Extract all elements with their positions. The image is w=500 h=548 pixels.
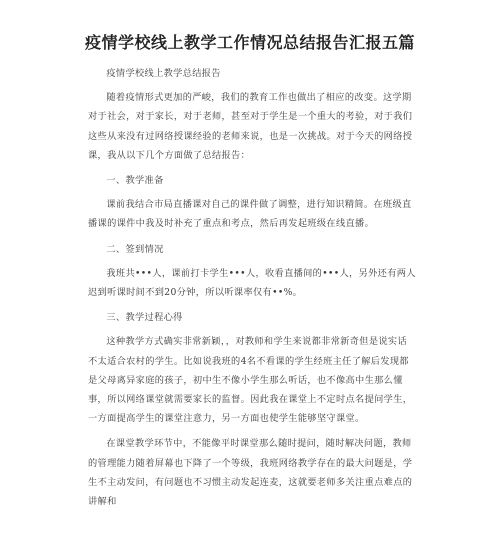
reflection-paragraph: 这种教学方式确实非常新颖，，对教师和学生来说都非常新奇但是说实话不太适合农村的学生。比如说我班的4名不看课的学生经班主任了解后发现都是父母离异家庭的孩子，初中生不像小学生那么听话，也不像高中生那么懂事，所以网络课堂就需要家长的监督。因此我在课堂上不定时点名提问学生，一方面提高学生的课堂注意力，另一方面也使学生能够坚守课堂。 [88, 336, 413, 425]
intro-paragraph: 随着疫情形式更加的严峻，我们的教育工作也做出了相应的改变。这学期对于社会，对于家长，对于老师，甚至对于学生是一个重大的考验，对于我们这些从来没有过网络授课经验的老师来说，也是一次挑战。对于今天的网络授课，我从以下几个方面做了总结报告： [88, 92, 413, 161]
section-heading-reflection: 三、教学过程心得 [106, 312, 183, 324]
preparation-paragraph: 课前我结合市局直播课对自己的课件做了调整，进行知识精简。在班级直播课的课件中我及时补充了重点和考点，然后再发起班级在线直播。 [88, 199, 412, 230]
report-subtitle: 疫情学校线上教学总结报告 [106, 68, 221, 79]
document-title: 疫情学校线上教学工作情况总结报告汇报五篇 [84, 33, 415, 52]
section-heading-attendance: 二、签到情况 [106, 243, 164, 255]
classroom-paragraph: 在课堂教学环节中，不能像平时课堂那么随时提问，随时解决问题，教师的管理能力随着屏幕也下降了一个等级，我班网络教学存在的最大问题是，学生不主动发问，有问题也不习惯主动发起连麦，这就要老师多关注重点难点的讲解和 [88, 438, 413, 508]
attendance-paragraph: 我班共•••人，课前打卡学生•••人，收看直播间的•••人，另外还有两人迟到听课时间不到20分钟，所以听课率仅有••%。 [88, 267, 416, 299]
section-heading-preparation: 一、教学准备 [106, 175, 164, 187]
document-body [88, 64, 416, 517]
